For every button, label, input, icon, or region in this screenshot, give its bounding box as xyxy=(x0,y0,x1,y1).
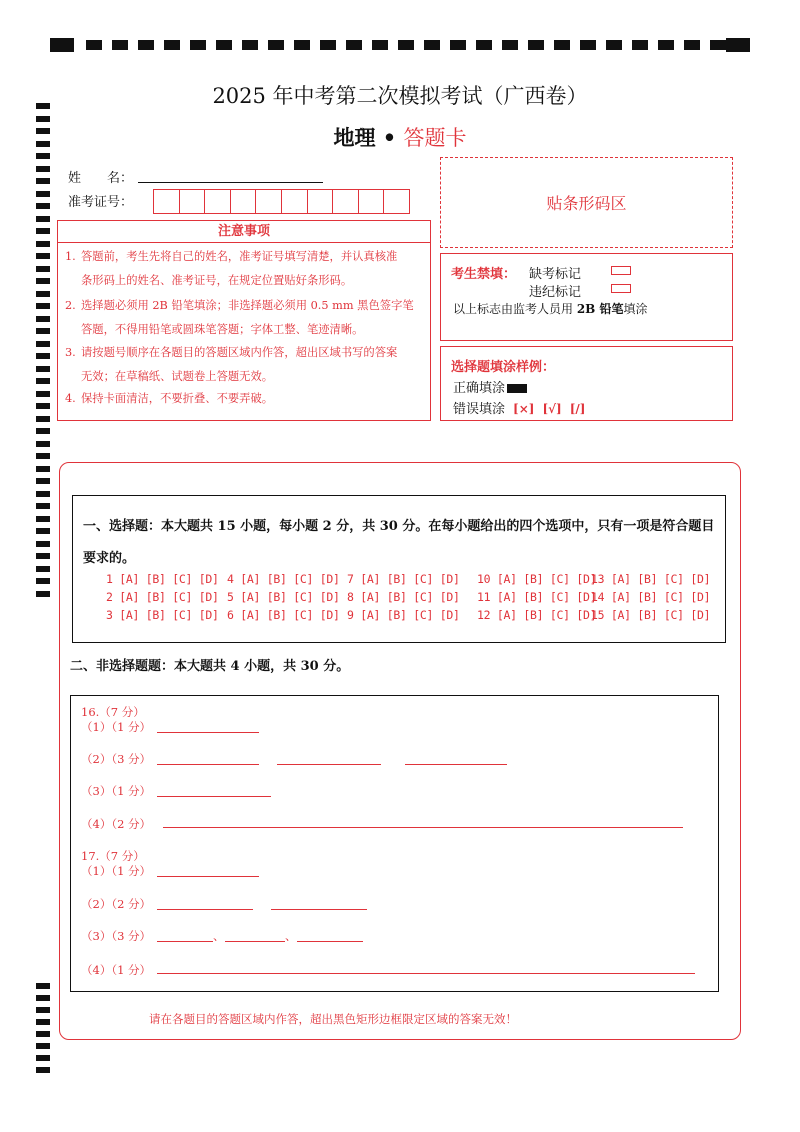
timing-mark xyxy=(36,441,50,447)
sample-correct xyxy=(453,377,527,396)
timing-mark xyxy=(36,553,50,559)
q17-part3-answer-line-b[interactable] xyxy=(225,941,285,942)
timing-mark xyxy=(398,40,414,50)
timing-mark xyxy=(36,1043,50,1049)
q17-part3-separator: 、 xyxy=(285,929,297,943)
q16-part2-label: （2）（3 分） xyxy=(81,752,152,766)
timing-mark xyxy=(36,378,50,384)
exam-number-label: 准考证号： xyxy=(68,195,134,210)
forbidden-note-pre: 以上标志由监考人员用 xyxy=(453,302,577,316)
timing-mark xyxy=(36,216,50,222)
timing-mark xyxy=(36,453,50,459)
note-item xyxy=(65,387,425,411)
note-continuation: 条形码上的姓名、准考证号，在规定位置贴好条形码。 xyxy=(81,274,353,287)
timing-mark xyxy=(36,291,50,297)
wrong-mark-check: [√] xyxy=(542,402,562,416)
timing-mark xyxy=(372,40,388,50)
q17-part4-label: （4）（1 分） xyxy=(81,963,152,977)
exam-number-cell[interactable] xyxy=(383,189,410,214)
note-text: 选择题必须用 2B 铅笔填涂；非选择题必须用 0.5 mm 黑色签字笔 xyxy=(81,299,414,312)
timing-mark xyxy=(36,191,50,197)
page-subtitle xyxy=(0,122,800,152)
violation-mark-label: 违纪标记 xyxy=(529,285,582,300)
timing-mark xyxy=(36,1067,50,1073)
timing-mark xyxy=(36,116,50,122)
timing-mark xyxy=(346,40,362,50)
timing-mark xyxy=(190,40,206,50)
mc-question-row[interactable]: 6 [A] [B] [C] [D] xyxy=(227,608,340,622)
exam-number-cell[interactable] xyxy=(255,189,282,214)
timing-mark xyxy=(164,40,180,50)
timing-mark xyxy=(554,40,570,50)
timing-mark xyxy=(476,40,492,50)
q16-title: 16.（7 分） xyxy=(81,705,145,719)
mc-question-row[interactable]: 10 [A] [B] [C] [D] xyxy=(477,572,597,586)
violation-mark-box[interactable] xyxy=(611,284,631,293)
answer-card-label: 答题卡 xyxy=(403,126,467,150)
forbidden-note-bold: 2B 铅笔 xyxy=(576,302,624,316)
exam-number-cell[interactable] xyxy=(332,189,359,214)
q17-part3-answer-line-c[interactable] xyxy=(297,941,363,942)
top-timing-marks xyxy=(50,38,750,52)
timing-mark xyxy=(216,40,232,50)
timing-mark xyxy=(268,40,284,50)
timing-mark xyxy=(36,528,50,534)
non-mc-answer-box xyxy=(70,695,719,992)
q16-part2-answer-line-c[interactable] xyxy=(405,764,507,765)
timing-mark xyxy=(36,541,50,547)
timing-mark xyxy=(242,40,258,50)
q17-part1-label: （1）（1 分） xyxy=(81,864,152,878)
mc-question-row[interactable]: 2 [A] [B] [C] [D] xyxy=(106,590,219,604)
timing-mark xyxy=(450,40,466,50)
timing-mark xyxy=(294,40,310,50)
timing-mark xyxy=(36,278,50,284)
timing-mark xyxy=(36,203,50,209)
timing-mark xyxy=(36,503,50,509)
note-number: 4. xyxy=(65,392,76,405)
sample-wrong-label: 错误填涂 xyxy=(453,402,506,417)
q16-part4-answer-line[interactable] xyxy=(163,827,683,828)
timing-mark xyxy=(36,328,50,334)
mc-question-row[interactable]: 7 [A] [B] [C] [D] xyxy=(347,572,460,586)
timing-mark xyxy=(726,38,750,52)
absent-mark-box[interactable] xyxy=(611,266,631,275)
notes-box xyxy=(57,220,431,421)
exam-number-cell[interactable] xyxy=(153,189,180,214)
timing-mark xyxy=(50,38,74,52)
q16-part2-answer-line-b[interactable] xyxy=(277,764,381,765)
q16-part2-answer-line-a[interactable] xyxy=(157,764,259,765)
q17-part3-answer-line-a[interactable] xyxy=(157,941,213,942)
mc-question-row[interactable]: 1 [A] [B] [C] [D] xyxy=(106,572,219,586)
q17-part2-label: （2）（2 分） xyxy=(81,897,152,911)
exam-number-cell[interactable] xyxy=(230,189,257,214)
exam-number-cell[interactable] xyxy=(281,189,308,214)
timing-mark xyxy=(36,341,50,347)
name-field[interactable] xyxy=(138,182,323,183)
timing-mark xyxy=(36,1019,50,1025)
mc-heading: 一、选择题：本大题共 15 小题，每小题 2 分，共 30 分。在每小题给出的四个选项中，只有一项是符合题目要求的。 xyxy=(83,519,715,566)
timing-mark xyxy=(320,40,336,50)
mc-question-row[interactable]: 11 [A] [B] [C] [D] xyxy=(477,590,597,604)
mc-question-row[interactable]: 13 [A] [B] [C] [D] xyxy=(591,572,711,586)
multiple-choice-box xyxy=(72,495,726,643)
filled-mark-icon xyxy=(507,384,527,393)
exam-number-boxes[interactable] xyxy=(153,189,409,214)
timing-mark xyxy=(658,40,674,50)
exam-number-cell[interactable] xyxy=(204,189,231,214)
timing-mark xyxy=(36,591,50,597)
timing-mark xyxy=(138,40,154,50)
timing-mark xyxy=(36,241,50,247)
q17-part4-answer-line[interactable] xyxy=(157,973,695,974)
note-number: 2. xyxy=(65,299,76,312)
timing-mark xyxy=(36,578,50,584)
timing-mark xyxy=(36,1031,50,1037)
timing-mark xyxy=(86,40,102,50)
left-timing-marks-lower xyxy=(36,983,50,1078)
sample-correct-label: 正确填涂 xyxy=(453,381,506,396)
mc-question-row[interactable]: 3 [A] [B] [C] [D] xyxy=(106,608,219,622)
note-number: 3. xyxy=(65,346,76,359)
exam-number-cell[interactable] xyxy=(179,189,206,214)
note-text: 答题前，考生先将自己的姓名，准考证号填写清楚，并认真核准 xyxy=(81,250,398,263)
mc-question-row[interactable]: 12 [A] [B] [C] [D] xyxy=(477,608,597,622)
q17-part3-label: （3）（3 分） xyxy=(81,929,152,943)
non-mc-heading: 二、非选择题题：本大题共 4 小题，共 30 分。 xyxy=(70,659,350,674)
timing-mark xyxy=(36,1007,50,1013)
timing-mark xyxy=(36,178,50,184)
timing-mark xyxy=(36,166,50,172)
timing-mark xyxy=(112,40,128,50)
title-dot: • xyxy=(375,125,404,150)
exam-number-cell[interactable] xyxy=(358,189,385,214)
q16-part4-label: （4）（2 分） xyxy=(81,817,152,831)
q16-part1-answer-line[interactable] xyxy=(157,732,259,733)
note-item xyxy=(65,245,425,293)
page-title: 2025 年中考第二次模拟考试（广西卷） xyxy=(212,84,588,108)
barcode-label: 贴条形码区 xyxy=(546,194,627,213)
q17-part3-separator: 、 xyxy=(213,929,225,943)
timing-mark xyxy=(502,40,518,50)
timing-mark xyxy=(36,153,50,159)
notes-title: 注意事项 xyxy=(58,221,430,243)
wrong-mark-slash: [/] xyxy=(569,402,586,416)
mc-question-row[interactable]: 15 [A] [B] [C] [D] xyxy=(591,608,711,622)
name-label: 姓 名： xyxy=(68,171,134,186)
sample-title: 选择题填涂样例： xyxy=(451,360,556,375)
q17-part1-answer-line[interactable] xyxy=(157,876,259,877)
q17-part2-answer-line-b[interactable] xyxy=(271,909,367,910)
timing-mark xyxy=(36,228,50,234)
timing-mark xyxy=(424,40,440,50)
note-item xyxy=(65,294,425,342)
sample-wrong xyxy=(453,398,585,417)
forbidden-note xyxy=(453,300,648,317)
timing-mark xyxy=(528,40,544,50)
q16-part3-answer-line[interactable] xyxy=(157,796,271,797)
subject-label: 地理 xyxy=(333,125,376,150)
note-item xyxy=(65,341,425,389)
left-timing-marks-upper xyxy=(36,103,50,603)
q17-part2-answer-line-a[interactable] xyxy=(157,909,253,910)
exam-number-cell[interactable] xyxy=(307,189,334,214)
timing-mark xyxy=(36,566,50,572)
timing-mark xyxy=(36,303,50,309)
forbidden-note-post: 填涂 xyxy=(623,302,648,316)
timing-mark xyxy=(36,253,50,259)
mc-question-row[interactable]: 8 [A] [B] [C] [D] xyxy=(347,590,460,604)
timing-mark xyxy=(710,40,726,50)
mc-question-row[interactable]: 4 [A] [B] [C] [D] xyxy=(227,572,340,586)
q17-title: 17.（7 分） xyxy=(81,849,145,863)
note-text: 请按题号顺序在各题目的答题区域内作答，超出区域书写的答案 xyxy=(81,346,398,359)
timing-mark xyxy=(36,416,50,422)
absent-mark-label: 缺考标记 xyxy=(529,267,582,282)
timing-mark xyxy=(580,40,596,50)
forbidden-title: 考生禁填： xyxy=(451,267,517,282)
timing-mark xyxy=(36,491,50,497)
mc-question-row[interactable]: 14 [A] [B] [C] [D] xyxy=(591,590,711,604)
footer-note: 请在各题目的答题区域内作答，超出黑色矩形边框限定区域的答案无效！ xyxy=(149,1012,517,1026)
timing-mark xyxy=(36,403,50,409)
timing-mark xyxy=(36,1055,50,1061)
timing-mark xyxy=(36,983,50,989)
timing-mark xyxy=(36,478,50,484)
q16-part1-label: （1）（1 分） xyxy=(81,720,152,734)
timing-mark xyxy=(36,466,50,472)
timing-mark xyxy=(606,40,622,50)
mc-question-row[interactable]: 5 [A] [B] [C] [D] xyxy=(227,590,340,604)
timing-mark xyxy=(632,40,648,50)
timing-mark xyxy=(36,266,50,272)
timing-mark xyxy=(36,353,50,359)
barcode-area xyxy=(440,157,733,248)
note-text: 保持卡面清洁，不要折叠、不要弄破。 xyxy=(81,392,274,405)
q16-part3-label: （3）（1 分） xyxy=(81,784,152,798)
timing-mark xyxy=(36,428,50,434)
timing-mark xyxy=(36,391,50,397)
note-continuation: 无效；在草稿纸、试题卷上答题无效。 xyxy=(81,370,274,383)
note-number: 1. xyxy=(65,250,76,263)
fill-sample-box xyxy=(440,346,733,421)
timing-mark xyxy=(36,516,50,522)
wrong-mark-cross: [×] xyxy=(513,402,535,416)
timing-mark xyxy=(36,995,50,1001)
mc-question-row[interactable]: 9 [A] [B] [C] [D] xyxy=(347,608,460,622)
note-continuation: 答题，不得用铅笔或圆珠笔答题；字体工整、笔迹清晰。 xyxy=(81,323,364,336)
timing-mark xyxy=(36,316,50,322)
timing-mark xyxy=(36,366,50,372)
timing-mark xyxy=(684,40,700,50)
examinee-forbidden-box xyxy=(440,253,733,341)
